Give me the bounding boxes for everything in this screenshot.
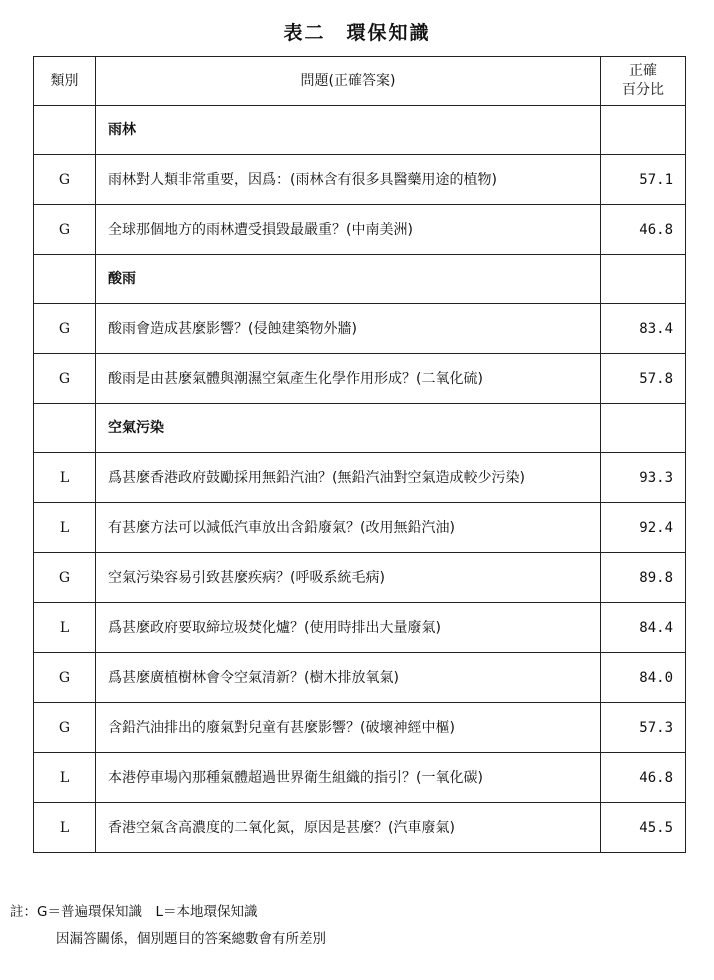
row-percent: 57.8 [601,354,686,404]
row-question: 有甚麼方法可以減低汽車放出含鉛廢氣？(改用無鉛汽油) [96,503,601,553]
row-question: 雨林對人類非常重要，因爲：(雨林含有很多具醫藥用途的植物) [96,155,601,205]
section-label: 空氣污染 [96,404,601,453]
table-row [34,703,686,753]
row-category: L [34,453,96,503]
row-question: 爲甚麼廣植樹林會令空氣清新？(樹木排放氧氣) [96,653,601,703]
table-row [34,155,686,205]
row-percent: 84.4 [601,603,686,653]
row-percent: 93.3 [601,453,686,503]
section-empty-cell [601,106,686,155]
row-percent: 57.1 [601,155,686,205]
table-row [34,205,686,255]
row-category: L [34,803,96,853]
table-row [34,453,686,503]
header-question: 問題(正確答案) [96,57,601,106]
row-question: 全球那個地方的雨林遭受損毀最嚴重？(中南美洲) [96,205,601,255]
header-percent: 正確 百分比 [601,57,686,106]
table-row [34,603,686,653]
table-row [34,503,686,553]
row-question: 爲甚麼政府要取締垃圾焚化爐？(使用時排出大量廢氣) [96,603,601,653]
section-empty-cell [601,404,686,453]
row-category: G [34,703,96,753]
environment-knowledge-table [33,56,686,853]
row-question: 酸雨會造成甚麼影響？(侵蝕建築物外牆) [96,304,601,354]
row-category: G [34,155,96,205]
row-category: L [34,753,96,803]
row-question: 酸雨是由甚麼氣體與潮濕空氣產生化學作用形成？(二氧化硫) [96,354,601,404]
row-question: 含鉛汽油排出的廢氣對兒童有甚麼影響？(破壞神經中樞) [96,703,601,753]
row-category: L [34,503,96,553]
row-percent: 45.5 [601,803,686,853]
row-category: G [34,653,96,703]
row-question: 空氣污染容易引致甚麼疾病？(呼吸系統毛病) [96,553,601,603]
row-question: 香港空氣含高濃度的二氧化氮，原因是甚麼？(汽車廢氣) [96,803,601,853]
table-row [34,803,686,853]
table-header-row [34,57,686,106]
section-empty-cell [601,255,686,304]
row-category: G [34,304,96,354]
section-row [34,255,686,304]
row-percent: 57.3 [601,703,686,753]
row-category: G [34,553,96,603]
row-percent: 84.0 [601,653,686,703]
table-row [34,653,686,703]
section-empty-cell [34,255,96,304]
row-category: L [34,603,96,653]
table-title: 表二 環保知識 [283,22,431,44]
row-percent: 83.4 [601,304,686,354]
row-category: G [34,354,96,404]
table-row [34,304,686,354]
section-row [34,404,686,453]
footnote-remark: 因漏答關係，個別題目的答案總數會有所差別 [56,931,326,947]
section-label: 酸雨 [96,255,601,304]
section-empty-cell [34,404,96,453]
row-category: G [34,205,96,255]
section-label: 雨林 [96,106,601,155]
section-row [34,106,686,155]
table-row [34,553,686,603]
section-empty-cell [34,106,96,155]
row-percent: 46.8 [601,753,686,803]
row-percent: 92.4 [601,503,686,553]
row-percent: 89.8 [601,553,686,603]
row-question: 本港停車場內那種氣體超過世界衛生組織的指引？(一氧化碳) [96,753,601,803]
row-percent: 46.8 [601,205,686,255]
table-row [34,354,686,404]
header-category: 類別 [34,57,96,106]
footnote-legend: 註：G＝普遍環保知識 L＝本地環保知識 [10,904,258,920]
row-question: 爲甚麼香港政府鼓勵採用無鉛汽油？(無鉛汽油對空氣造成較少污染) [96,453,601,503]
table-row [34,753,686,803]
